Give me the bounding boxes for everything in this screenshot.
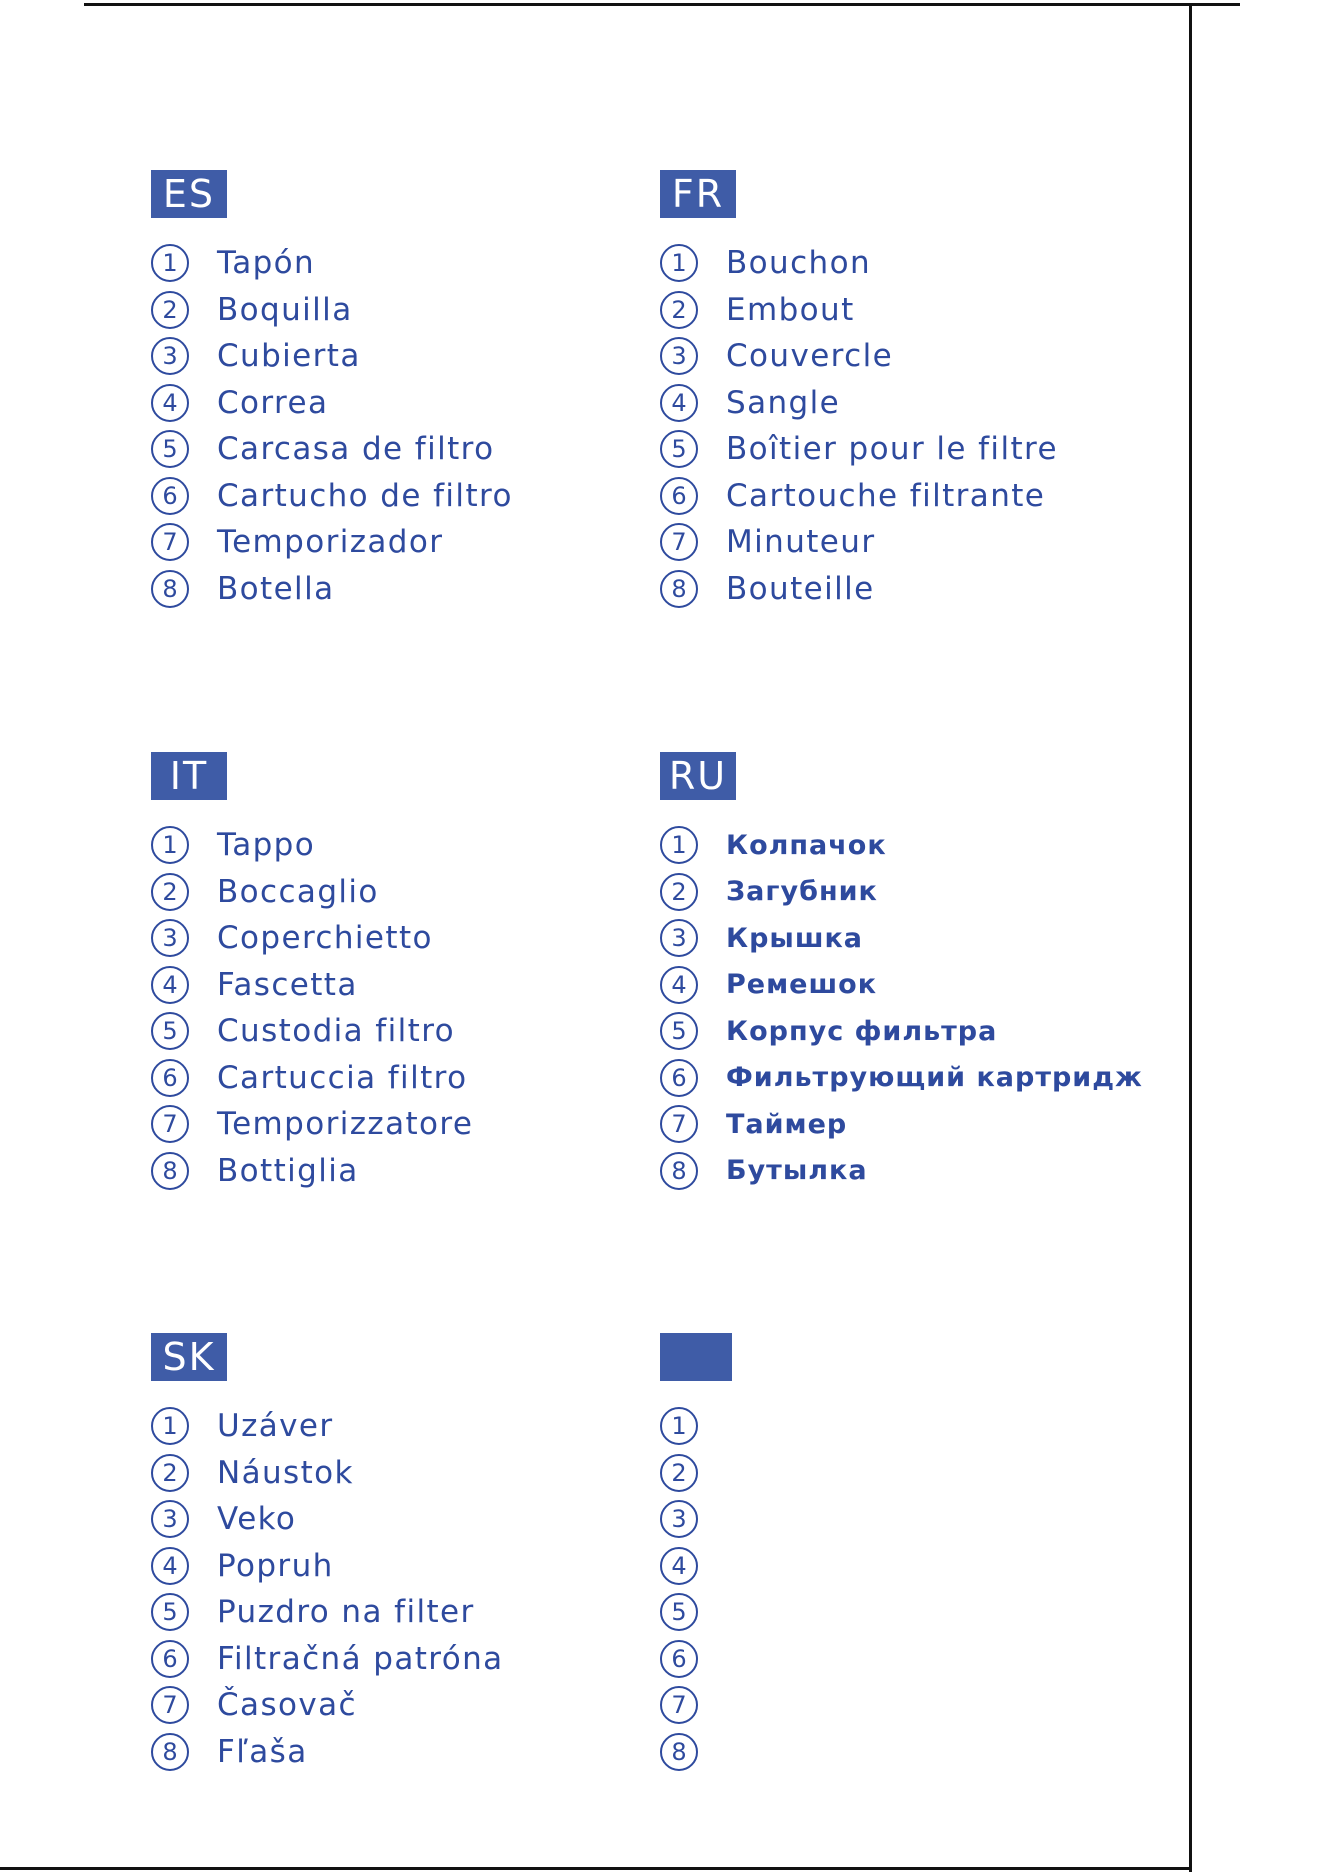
list-item [660,473,1100,520]
item-label: Temporizador [217,524,444,561]
list-item [660,1636,1100,1683]
item-label: Корпус фильтра [726,1015,998,1047]
item-label: Temporizzatore [217,1106,474,1143]
list-item [151,1729,591,1776]
section-blank [660,1333,1100,1775]
list-item [660,1729,1100,1776]
item-label: Uzáver [217,1408,334,1445]
list-item [660,240,1100,287]
item-number: 2 [660,873,698,911]
item-label: Filtračná patróna [217,1640,504,1677]
parts-list [151,240,591,612]
language-badge: SK [151,1333,227,1381]
item-number: 8 [151,1733,189,1771]
item-label: Botella [217,570,335,607]
list-item [660,426,1100,473]
item-number: 6 [660,1059,698,1097]
item-label: Колпачок [726,829,887,861]
right-border-line [1189,5,1192,1872]
item-number: 2 [151,291,189,329]
section-es [151,170,591,612]
parts-list [151,1403,591,1775]
item-label: Puzdro na filter [217,1594,475,1631]
list-item [151,240,591,287]
item-number: 3 [151,919,189,957]
item-label: Cartouche filtrante [726,477,1046,514]
list-item [660,822,1100,869]
bottom-border-line [0,1867,1189,1870]
item-number: 6 [151,1640,189,1678]
item-number: 2 [660,1454,698,1492]
item-label: Фильтрующий картридж [726,1062,1143,1094]
item-number: 3 [151,1500,189,1538]
list-item [151,519,591,566]
item-number: 1 [151,1407,189,1445]
list-item [151,333,591,380]
list-item [151,869,591,916]
item-number: 4 [151,966,189,1004]
list-item [660,1403,1100,1450]
item-number: 6 [660,1640,698,1678]
item-label: Cubierta [217,338,361,375]
item-label: Bouchon [726,245,871,282]
item-label: Embout [726,291,855,328]
item-number: 7 [151,1105,189,1143]
item-number: 7 [151,523,189,561]
list-item [660,869,1100,916]
section-ru [660,752,1143,1194]
item-label: Tapón [217,245,316,282]
item-number: 3 [660,919,698,957]
item-label: Popruh [217,1547,334,1584]
item-number: 6 [151,1059,189,1097]
list-item [151,566,591,613]
parts-list [151,822,591,1194]
item-number: 4 [660,1547,698,1585]
item-label: Cartucho de filtro [217,477,513,514]
item-number: 7 [660,1105,698,1143]
item-number: 8 [151,1152,189,1190]
item-label: Tappo [217,827,316,864]
item-number: 8 [660,570,698,608]
list-item [151,1589,591,1636]
item-number: 5 [151,1593,189,1631]
item-number: 5 [660,1012,698,1050]
item-label: Minuteur [726,524,876,561]
parts-list [660,240,1100,612]
item-label: Correa [217,384,329,421]
item-number: 2 [151,873,189,911]
list-item [151,426,591,473]
list-item [151,822,591,869]
item-label: Загубник [726,876,878,908]
item-number: 3 [151,337,189,375]
item-number: 1 [660,244,698,282]
item-number: 7 [151,1686,189,1724]
list-item [151,1636,591,1683]
item-number: 4 [660,966,698,1004]
list-item [660,1682,1100,1729]
item-label: Boîtier pour le filtre [726,431,1058,468]
list-item [151,1496,591,1543]
list-item [660,1496,1100,1543]
list-item [660,1055,1143,1102]
list-item [660,1589,1100,1636]
list-item [660,1101,1100,1148]
list-item [151,473,591,520]
item-number: 1 [660,826,698,864]
item-label: Veko [217,1501,297,1538]
list-item [151,1543,591,1590]
item-number: 5 [151,1012,189,1050]
list-item [660,566,1100,613]
list-item [151,962,591,1009]
top-border-line [84,3,1240,6]
item-number: 6 [660,477,698,515]
item-label: Sangle [726,384,841,421]
item-number: 7 [660,1686,698,1724]
list-item [660,962,1100,1009]
item-number: 1 [151,826,189,864]
language-badge: RU [660,752,736,800]
parts-list [660,822,1143,1194]
item-label: Boccaglio [217,873,379,910]
list-item [151,1148,591,1195]
list-item [660,1543,1100,1590]
section-it [151,752,591,1194]
item-number: 2 [151,1454,189,1492]
list-item [151,915,591,962]
language-badge [660,1333,732,1381]
list-item [660,519,1100,566]
item-label: Ремешок [726,969,878,1001]
item-number: 3 [660,337,698,375]
item-label: Couvercle [726,338,894,375]
item-label: Časovač [217,1687,357,1724]
list-item [660,1148,1100,1195]
list-item [151,1682,591,1729]
list-item [660,1450,1100,1497]
item-number: 5 [660,430,698,468]
item-label: Náustok [217,1454,354,1491]
parts-list [660,1403,1100,1775]
item-number: 7 [660,523,698,561]
list-item [660,333,1100,380]
item-label: Coperchietto [217,920,433,957]
item-label: Cartuccia filtro [217,1059,468,1096]
list-item [660,380,1100,427]
item-number: 4 [660,384,698,422]
list-item [660,1008,1100,1055]
item-number: 5 [151,430,189,468]
item-number: 4 [151,384,189,422]
language-badge: IT [151,752,227,800]
item-number: 1 [151,244,189,282]
language-badge: ES [151,170,227,218]
list-item [151,1055,591,1102]
section-fr [660,170,1100,612]
item-number: 8 [660,1152,698,1190]
item-number: 4 [151,1547,189,1585]
list-item [151,1450,591,1497]
list-item [151,1008,591,1055]
list-item [660,287,1100,334]
list-item [151,380,591,427]
item-label: Bouteille [726,570,875,607]
item-number: 2 [660,291,698,329]
item-number: 1 [660,1407,698,1445]
item-label: Fľaša [217,1733,308,1770]
item-label: Бутылка [726,1155,868,1187]
item-label: Bottiglia [217,1152,359,1189]
item-label: Custodia filtro [217,1013,456,1050]
list-item [151,1403,591,1450]
item-number: 8 [660,1733,698,1771]
language-badge: FR [660,170,736,218]
item-label: Крышка [726,922,864,954]
item-label: Carcasa de filtro [217,431,495,468]
item-label: Fascetta [217,966,358,1003]
section-sk [151,1333,591,1775]
item-number: 8 [151,570,189,608]
item-number: 5 [660,1593,698,1631]
item-label: Boquilla [217,291,353,328]
item-number: 6 [151,477,189,515]
list-item [151,1101,591,1148]
item-label: Таймер [726,1108,848,1140]
list-item [151,287,591,334]
item-number: 3 [660,1500,698,1538]
list-item [660,915,1100,962]
